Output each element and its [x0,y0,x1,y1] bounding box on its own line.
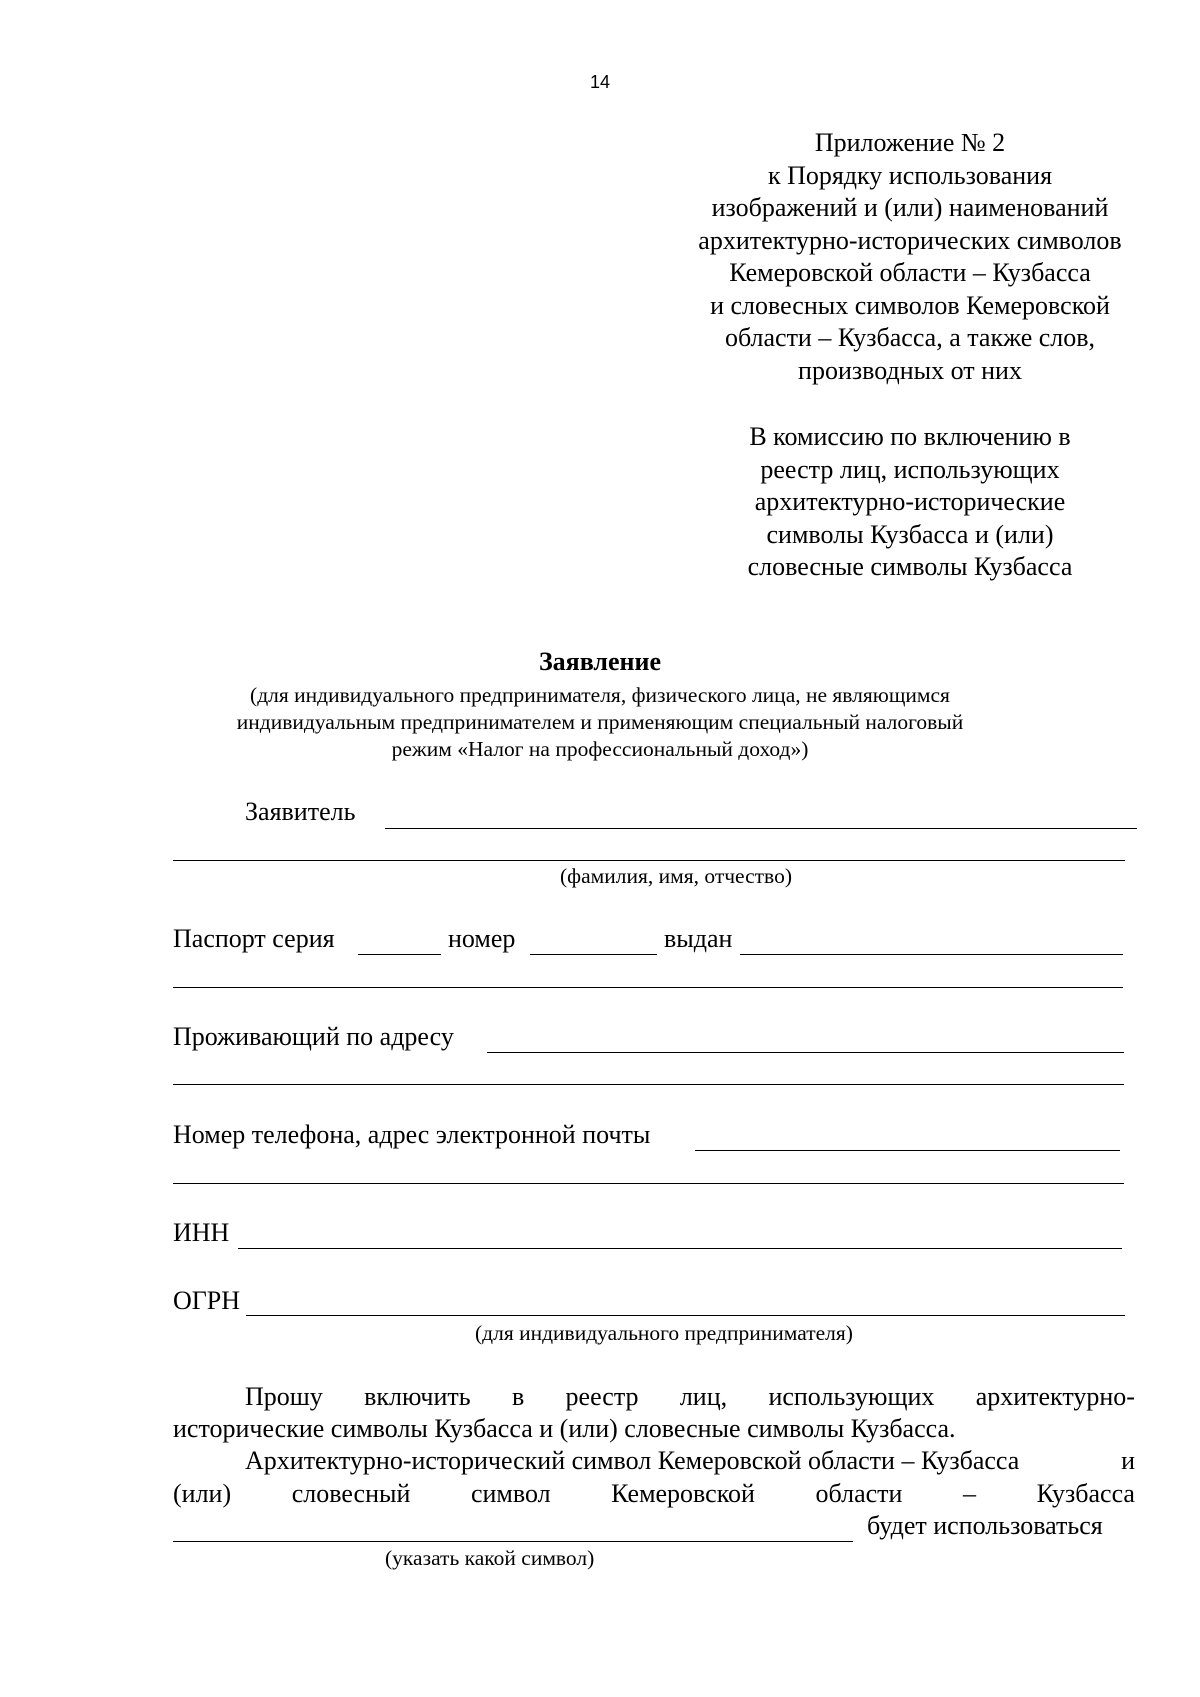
request-word: лиц, [679,1382,728,1411]
appendix-line: архитектурно-исторических символов [698,225,1122,255]
passport-series-label: Паспорт серия [173,924,335,953]
ogrn-hint: (для индивидуального предпринимателя) [475,1321,853,1345]
ogrn-field[interactable] [246,1315,1125,1316]
passport-issued-label: выдан [664,924,733,953]
passport-field-continued[interactable] [173,987,1123,988]
request-word: архитектурно- [975,1382,1135,1411]
passport-issued-field[interactable] [740,954,1123,955]
request-word: Кузбасса [1036,1479,1135,1508]
appendix-line: производных от них [798,355,1022,385]
request-word: Прошу [245,1382,323,1411]
request-word: в [511,1382,525,1411]
applicant-field[interactable] [385,828,1137,829]
appendix-line: Кемеровской области – Кузбасса [729,258,1091,287]
request-paragraph-2 [245,1446,1135,1476]
ogrn-label: ОГРН [173,1286,241,1315]
applicant-field-continued[interactable] [173,860,1125,861]
request-paragraph-2-line-3: будет использоваться [867,1511,1103,1540]
request-word: символ [470,1479,551,1508]
inn-label: ИНН [173,1218,230,1247]
address-field-continued[interactable] [173,1084,1124,1085]
request-word: словесный [291,1479,411,1508]
symbol-field[interactable] [173,1541,853,1542]
request-word: и [1121,1446,1135,1475]
request-paragraph-1-line-2: исторические символы Кузбасса и (или) словесные символы Кузбасса. [173,1414,956,1443]
request-paragraph-1 [245,1382,1135,1412]
subtitle-line: режим «Налог на профессиональный доход») [391,737,809,761]
applicant-label: Заявитель [245,797,356,826]
appendix-header [640,127,1180,387]
appendix-line: к Порядку использования [767,160,1053,190]
inn-field[interactable] [238,1248,1122,1249]
passport-number-label: номер [448,924,516,953]
request-word: (или) [173,1479,232,1508]
request-word: – [963,1479,977,1508]
appendix-line: Приложение № 2 [814,128,1006,157]
symbol-hint: (указать какой символ) [385,1546,595,1570]
document-subtitle [0,682,1200,763]
address-label: Проживающий по адресу [173,1022,454,1051]
request-word: области [815,1479,903,1508]
subtitle-line: (для индивидуального предпринимателя, физического лица, не являющимся [250,683,950,707]
request-word: Кемеровской [611,1479,755,1508]
addressee-block [685,421,1135,584]
contact-field-continued[interactable] [173,1183,1124,1184]
document-title: Заявление [538,647,662,676]
appendix-line: изображений и (или) наименований [711,193,1109,222]
passport-number-field[interactable] [530,954,657,955]
addressee-line: словесные символы Кузбасса [747,552,1073,581]
page-number: 14 [589,72,611,92]
request-word: использующих [768,1382,935,1411]
request-word: реестр [565,1382,639,1411]
appendix-line: и словесных символов Кемеровской [710,290,1110,320]
request-paragraph-2-line-2 [173,1479,1135,1509]
request-word: включить [364,1382,471,1411]
request-word: Архитектурно-исторический символ Кемеровской области – Кузбасса [245,1446,1020,1475]
addressee-line: символы Кузбасса и (или) [766,519,1054,549]
contact-label: Номер телефона, адрес электронной почты [173,1120,651,1149]
addressee-line: архитектурно-исторические [754,487,1066,516]
appendix-line: области – Кузбасса, а также слов, [724,323,1096,352]
applicant-hint: (фамилия, имя, отчество) [560,864,792,888]
address-field[interactable] [487,1052,1124,1053]
subtitle-line: индивидуальным предпринимателем и применяющим специальный налоговый [236,710,964,734]
passport-series-field[interactable] [358,954,441,955]
addressee-line: реестр лиц, использующих [760,454,1060,484]
addressee-line: В комиссию по включению в [749,422,1071,451]
contact-field[interactable] [695,1150,1120,1151]
